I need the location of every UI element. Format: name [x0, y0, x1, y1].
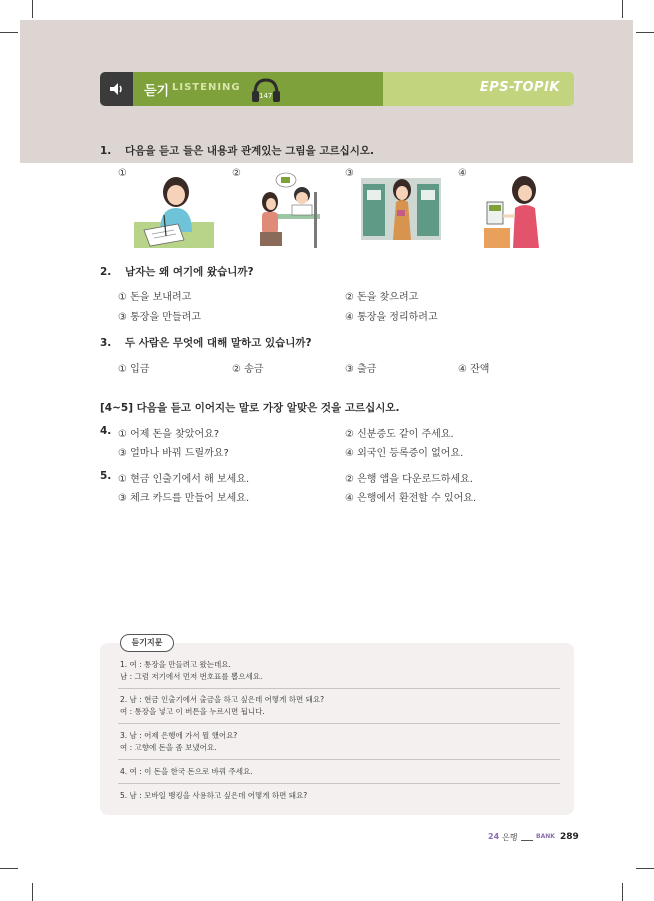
- picture-label: ②: [232, 168, 241, 179]
- answer-option[interactable]: ② 은행 앱을 다운로드하세요.: [345, 474, 473, 485]
- crop-mark: [32, 883, 33, 901]
- listening-script-label: 듣기지문: [120, 634, 174, 652]
- divider: [118, 688, 560, 689]
- chapter-subtitle: BANK: [536, 833, 555, 840]
- question-1: [100, 143, 374, 158]
- crop-mark: [622, 0, 623, 18]
- section-title: 듣기: [144, 84, 170, 99]
- crop-mark: [636, 868, 654, 869]
- speaker-icon[interactable]: [100, 72, 133, 106]
- picture-ticket-machine[interactable]: [475, 170, 555, 248]
- answer-option[interactable]: ④ 잔액: [458, 364, 490, 375]
- chapter-number: 24: [488, 832, 500, 841]
- script-line: 5. 남 : 모바일 뱅킹을 사용하고 싶은데 어떻게 하면 돼요?: [120, 791, 308, 800]
- question-text: 남자는 왜 여기에 왔습니까?: [124, 266, 254, 278]
- answer-option[interactable]: ① 입금: [118, 364, 150, 375]
- script-line: 여 : 통장을 넣고 이 버튼을 누르시면 됩니다.: [120, 707, 265, 716]
- answer-option[interactable]: ③ 얼마나 바꿔 드릴까요?: [118, 448, 229, 459]
- script-line: 3. 남 : 어제 은행에 가서 뭘 했어요?: [120, 731, 238, 740]
- question-text: 다음을 듣고 들은 내용과 관계있는 그림을 고르십시오.: [124, 145, 375, 157]
- picture-label: ④: [458, 168, 467, 179]
- page-number: 289: [560, 832, 579, 842]
- question-4-number: 4.: [100, 425, 112, 437]
- question-number: 3.: [100, 337, 112, 349]
- answer-option[interactable]: ③ 체크 카드를 만들어 보세요.: [118, 493, 250, 504]
- answer-option[interactable]: ④ 외국인 등록증이 없어요.: [345, 448, 464, 459]
- section-banner: [100, 72, 574, 106]
- track-number: 147: [259, 92, 273, 100]
- script-line: 여 : 고향에 돈을 좀 보냈어요.: [120, 743, 217, 752]
- section-subtitle: LISTENING: [172, 82, 241, 93]
- crop-mark: [636, 32, 654, 33]
- answer-option[interactable]: ② 송금: [232, 364, 264, 375]
- crop-mark: [0, 32, 18, 33]
- answer-option[interactable]: ① 현금 인출기에서 해 보세요.: [118, 474, 250, 485]
- footer-rule: [521, 840, 533, 841]
- picture-writing-form[interactable]: [134, 170, 214, 248]
- divider: [118, 759, 560, 760]
- question-5-number: 5.: [100, 470, 112, 482]
- answer-option[interactable]: ② 돈을 찾으려고: [345, 292, 419, 303]
- script-line: 4. 여 : 이 돈을 한국 돈으로 바꿔 주세요.: [120, 767, 253, 776]
- crop-mark: [32, 0, 33, 18]
- script-line: 남 : 그럼 저기에서 먼저 번호표를 뽑으세요.: [120, 672, 263, 681]
- picture-label: ①: [118, 168, 127, 179]
- question-text: 두 사람은 무엇에 대해 말하고 있습니까?: [124, 337, 312, 349]
- headphones-icon[interactable]: [250, 76, 282, 104]
- answer-option[interactable]: ② 신분증도 같이 주세요.: [345, 429, 454, 440]
- chapter-title: 은행: [502, 833, 518, 842]
- script-line: 1. 여 : 통장을 만들려고 왔는데요.: [120, 660, 231, 669]
- question-2: [100, 264, 254, 279]
- section-instruction: [4~5] 다음을 듣고 이어지는 말로 가장 알맞은 것을 고르십시오.: [100, 402, 400, 414]
- answer-option[interactable]: ① 어제 돈을 찾았어요?: [118, 429, 220, 440]
- question-number: 2.: [100, 266, 112, 278]
- question-3: [100, 335, 312, 350]
- answer-option[interactable]: ③ 통장을 만들려고: [118, 312, 201, 323]
- answer-option[interactable]: ① 돈을 보내려고: [118, 292, 192, 303]
- script-line: 2. 남 : 현금 인출기에서 출금을 하고 싶은데 어떻게 하면 돼요?: [120, 695, 325, 704]
- divider: [118, 783, 560, 784]
- picture-atm[interactable]: [361, 170, 441, 248]
- crop-mark: [622, 883, 623, 901]
- answer-option[interactable]: ④ 은행에서 환전할 수 있어요.: [345, 493, 477, 504]
- crop-mark: [0, 868, 18, 869]
- brand-logo: EPS-TOPIK: [479, 80, 560, 95]
- question-number: 1.: [100, 145, 112, 157]
- divider: [118, 723, 560, 724]
- picture-bank-teller[interactable]: [248, 170, 328, 248]
- answer-option[interactable]: ④ 통장을 정리하려고: [345, 312, 438, 323]
- picture-label: ③: [345, 168, 354, 179]
- answer-option[interactable]: ③ 출금: [345, 364, 377, 375]
